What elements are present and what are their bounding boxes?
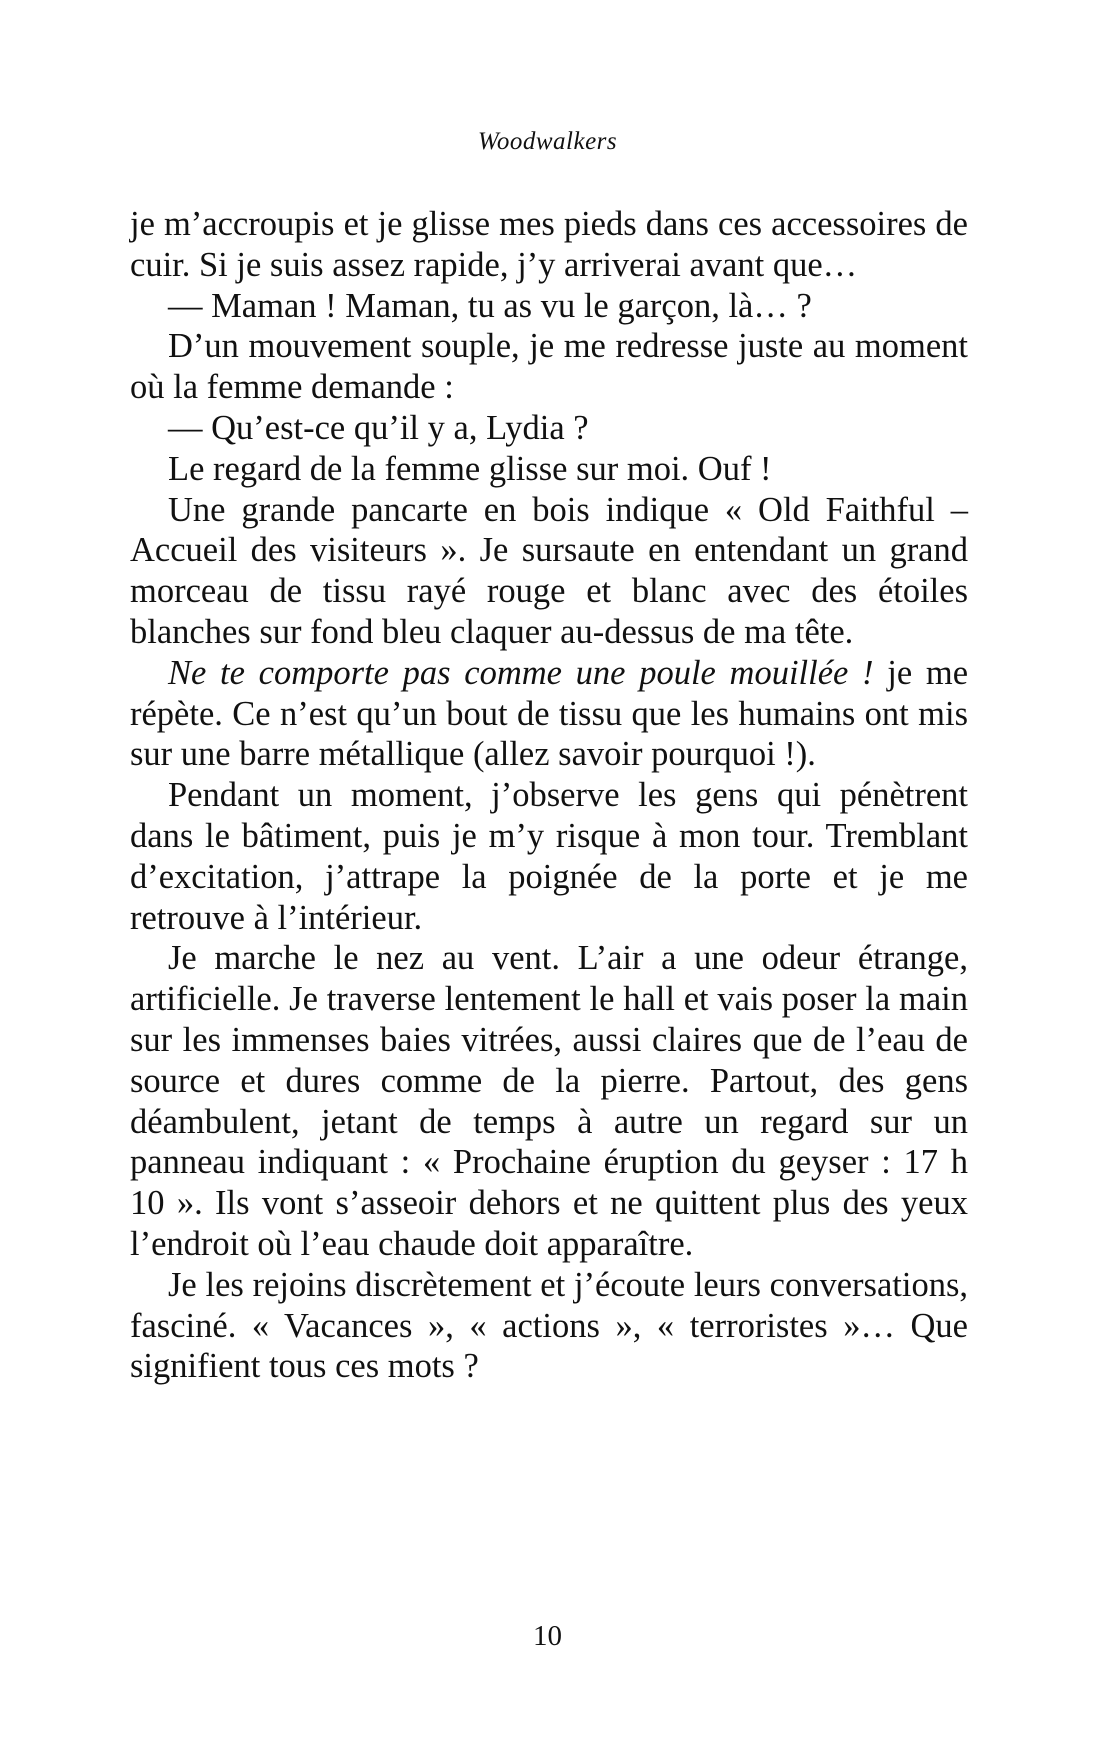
paragraph-10: Je les rejoins discrètement et j’écoute leurs conversations, fasciné. « Vacances », « actions », « terroristes »… Que signifient tous ces mots ? [130,1265,968,1386]
paragraph-7-rest: je me répète. Ce n’est qu’un bout de tissu que les humains ont mis sur une barre métallique (allez savoir pourquoi !). [130,653,969,774]
paragraph-8: Pendant un moment, j’observe les gens qui pénètrent dans le bâtiment, puis je m’y risque à mon tour. Tremblant d’excitation, j’attrape la poignée de la porte et je me retrouve à l’intérieur. [130,776,968,937]
paragraph-7-italic-thought: Ne te comporte pas comme une poule mouillée ! [168,653,874,692]
paragraph-7 [130,653,968,775]
paragraph-4-dialogue: — Qu’est-ce qu’il y a, Lydia ? [168,408,589,447]
paragraph-5: Le regard de la femme glisse sur moi. Ouf ! [168,449,772,488]
paragraph-1: je m’accroupis et je glisse mes pieds dans ces accessoires de cuir. Si je suis assez rapide, j’y arriverai avant que… [130,205,968,284]
page-number: 10 [533,1620,562,1652]
body-text [130,204,968,1387]
running-head-title: Woodwalkers [477,128,618,155]
paragraph-9: Je marche le nez au vent. L’air a une odeur étrange, artificielle. Je traverse lentement le hall et vais poser la main sur les immenses baies vitrées, aussi claires que de l’eau de source et dures comme de la pierre. Partout, des gens déambulent, jetant de temps à autre un regard sur un panneau indiquant : « Prochaine éruption du geyser : 17 h 10 ». Ils vont s’asseoir dehors et ne quittent plus des yeux l’endroit où l’eau chaude doit apparaître. [130,939,968,1263]
paragraph-2-dialogue: — Maman ! Maman, tu as vu le garçon, là… ? [168,286,812,325]
paragraph-6: Une grande pancarte en bois indique « Old Faithful – Accueil des visiteurs ». Je sursaute en entendant un grand morceau de tissu rayé rouge et blanc avec des étoiles blanches sur fond bleu claquer au-dessus de ma tête. [130,490,968,651]
paragraph-3: D’un mouvement souple, je me redresse juste au moment où la femme demande : [130,327,968,407]
